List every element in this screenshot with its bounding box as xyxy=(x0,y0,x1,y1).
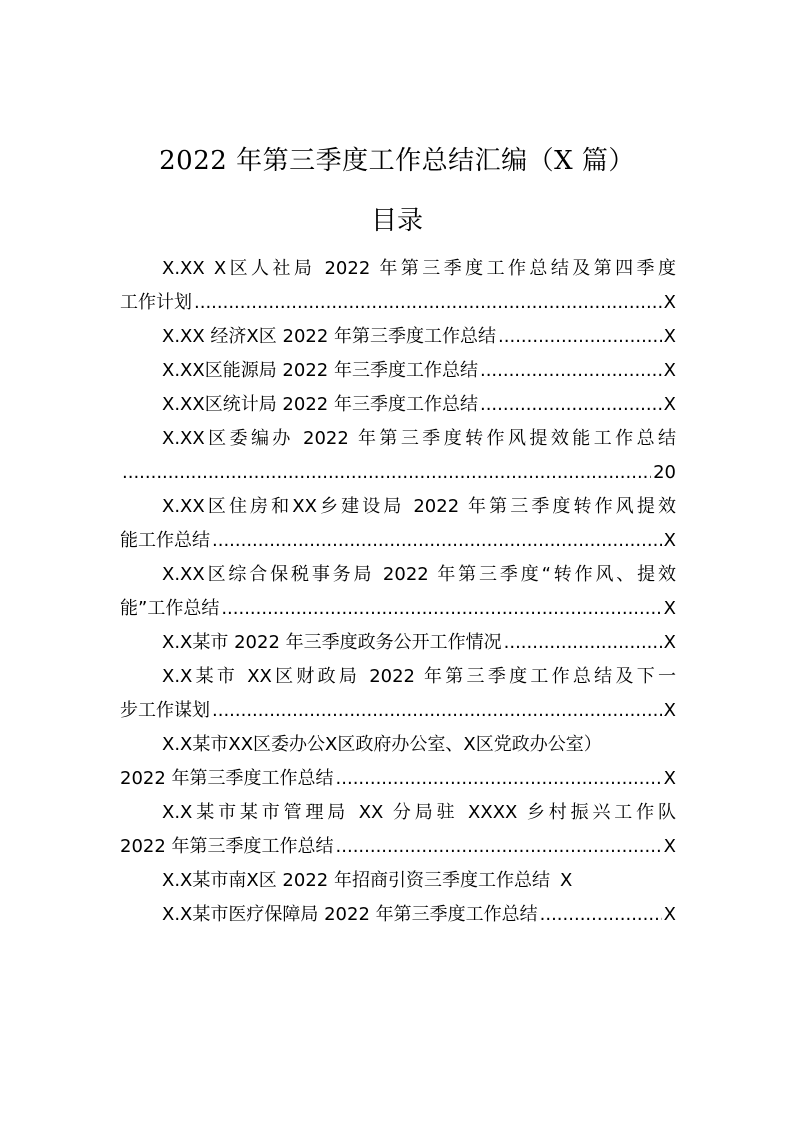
toc-entry-line[interactable] xyxy=(120,422,676,456)
dot-leader xyxy=(212,524,662,558)
toc-page-number: X xyxy=(663,292,676,313)
toc-page-number: X xyxy=(663,904,676,925)
toc-entry-title: X.XX区委编办 2022 年第三季度转作风提效能工作总结 xyxy=(162,428,676,449)
toc-entry-title: X.XX区统计局 2022 年三季度工作总结 xyxy=(162,394,478,415)
toc-entry-title-cont: 工作计划 xyxy=(120,292,192,313)
toc-entry-line[interactable] xyxy=(120,864,676,898)
toc-entry-line[interactable] xyxy=(120,592,676,626)
table-of-contents xyxy=(120,252,676,932)
dot-leader xyxy=(194,286,662,320)
toc-entry-title-cont: 步工作谋划 xyxy=(120,700,210,721)
toc-page-number: X xyxy=(663,598,676,619)
toc-entry-title-cont: 2022 年第三季度工作总结 xyxy=(120,768,334,789)
toc-entry-line[interactable] xyxy=(120,762,676,796)
toc-page-number: X xyxy=(663,768,676,789)
dot-leader xyxy=(480,354,662,388)
toc-page-number: X xyxy=(663,530,676,551)
toc-page-number: 20 xyxy=(653,462,676,483)
toc-page-number: X xyxy=(559,870,573,891)
toc-entry-line[interactable] xyxy=(120,558,676,592)
toc-entry-line[interactable] xyxy=(120,388,676,422)
toc-entry-line[interactable] xyxy=(120,626,676,660)
toc-entry-title: X.XX 经济X区 2022 年第三季度工作总结 xyxy=(162,326,497,347)
document-title: 2022 年第三季度工作总结汇编（X 篇） xyxy=(159,146,635,176)
toc-heading: 目录 xyxy=(370,206,423,236)
toc-entry-line[interactable] xyxy=(120,286,676,320)
toc-page-number: X xyxy=(663,836,676,857)
toc-entry-title: X.XX区综合保税事务局 2022 年第三季度“转作风、提效 xyxy=(162,564,676,585)
toc-entry-line[interactable] xyxy=(120,796,676,830)
dot-leader xyxy=(540,898,662,932)
toc-page-number: X xyxy=(663,700,676,721)
toc-entry-title: X.X某市医疗保障局 2022 年第三季度工作总结 xyxy=(162,904,538,925)
toc-entry-line[interactable] xyxy=(120,252,676,286)
toc-entry-title: X.X某市某市管理局 XX 分局驻 XXXX 乡村振兴工作队 xyxy=(162,802,676,823)
toc-entry-title: X.X某市南X区 2022 年招商引资三季度工作总结 xyxy=(162,870,550,891)
toc-entry-line[interactable] xyxy=(120,490,676,524)
toc-entry-title: X.XX区能源局 2022 年三季度工作总结 xyxy=(162,360,478,381)
toc-entry-line[interactable] xyxy=(120,354,676,388)
toc-entry-title-cont: 2022 年第三季度工作总结 xyxy=(120,836,334,857)
dot-leader xyxy=(504,626,662,660)
toc-entry-line[interactable] xyxy=(120,456,676,490)
toc-page-number: X xyxy=(663,394,676,415)
toc-entry-line[interactable] xyxy=(120,660,676,694)
toc-entry-title: X.XX区住房和XX乡建设局 2022 年第三季度转作风提效 xyxy=(162,496,676,517)
toc-entry-line[interactable] xyxy=(120,898,676,932)
dot-leader xyxy=(212,694,662,728)
dot-leader xyxy=(221,592,661,626)
toc-entry-line[interactable] xyxy=(120,694,676,728)
toc-entry-title: X.X某市XX区委办公X区政府办公室、X区党政办公室） xyxy=(162,734,602,755)
toc-entry-title: X.X某市 XX区财政局 2022 年第三季度工作总结及下一 xyxy=(162,666,676,687)
dot-leader xyxy=(122,456,651,490)
dot-leader xyxy=(336,762,662,796)
toc-entry-line[interactable] xyxy=(120,524,676,558)
toc-entry-line[interactable] xyxy=(120,320,676,354)
toc-entry-line[interactable] xyxy=(120,830,676,864)
dot-leader xyxy=(336,830,662,864)
toc-page-number: X xyxy=(663,360,676,381)
toc-entry-title-cont: 能工作总结 xyxy=(120,530,210,551)
toc-entry-title: X.XX X区人社局 2022 年第三季度工作总结及第四季度 xyxy=(162,258,676,279)
toc-entry-title: X.X某市 2022 年三季度政务公开工作情况 xyxy=(162,632,502,653)
toc-page-number: X xyxy=(663,632,676,653)
toc-entry-line[interactable] xyxy=(120,728,676,762)
toc-entry-title-cont: 能”工作总结 xyxy=(120,598,220,619)
dot-leader xyxy=(480,388,662,422)
dot-leader xyxy=(498,320,662,354)
toc-page-number: X xyxy=(663,326,676,347)
